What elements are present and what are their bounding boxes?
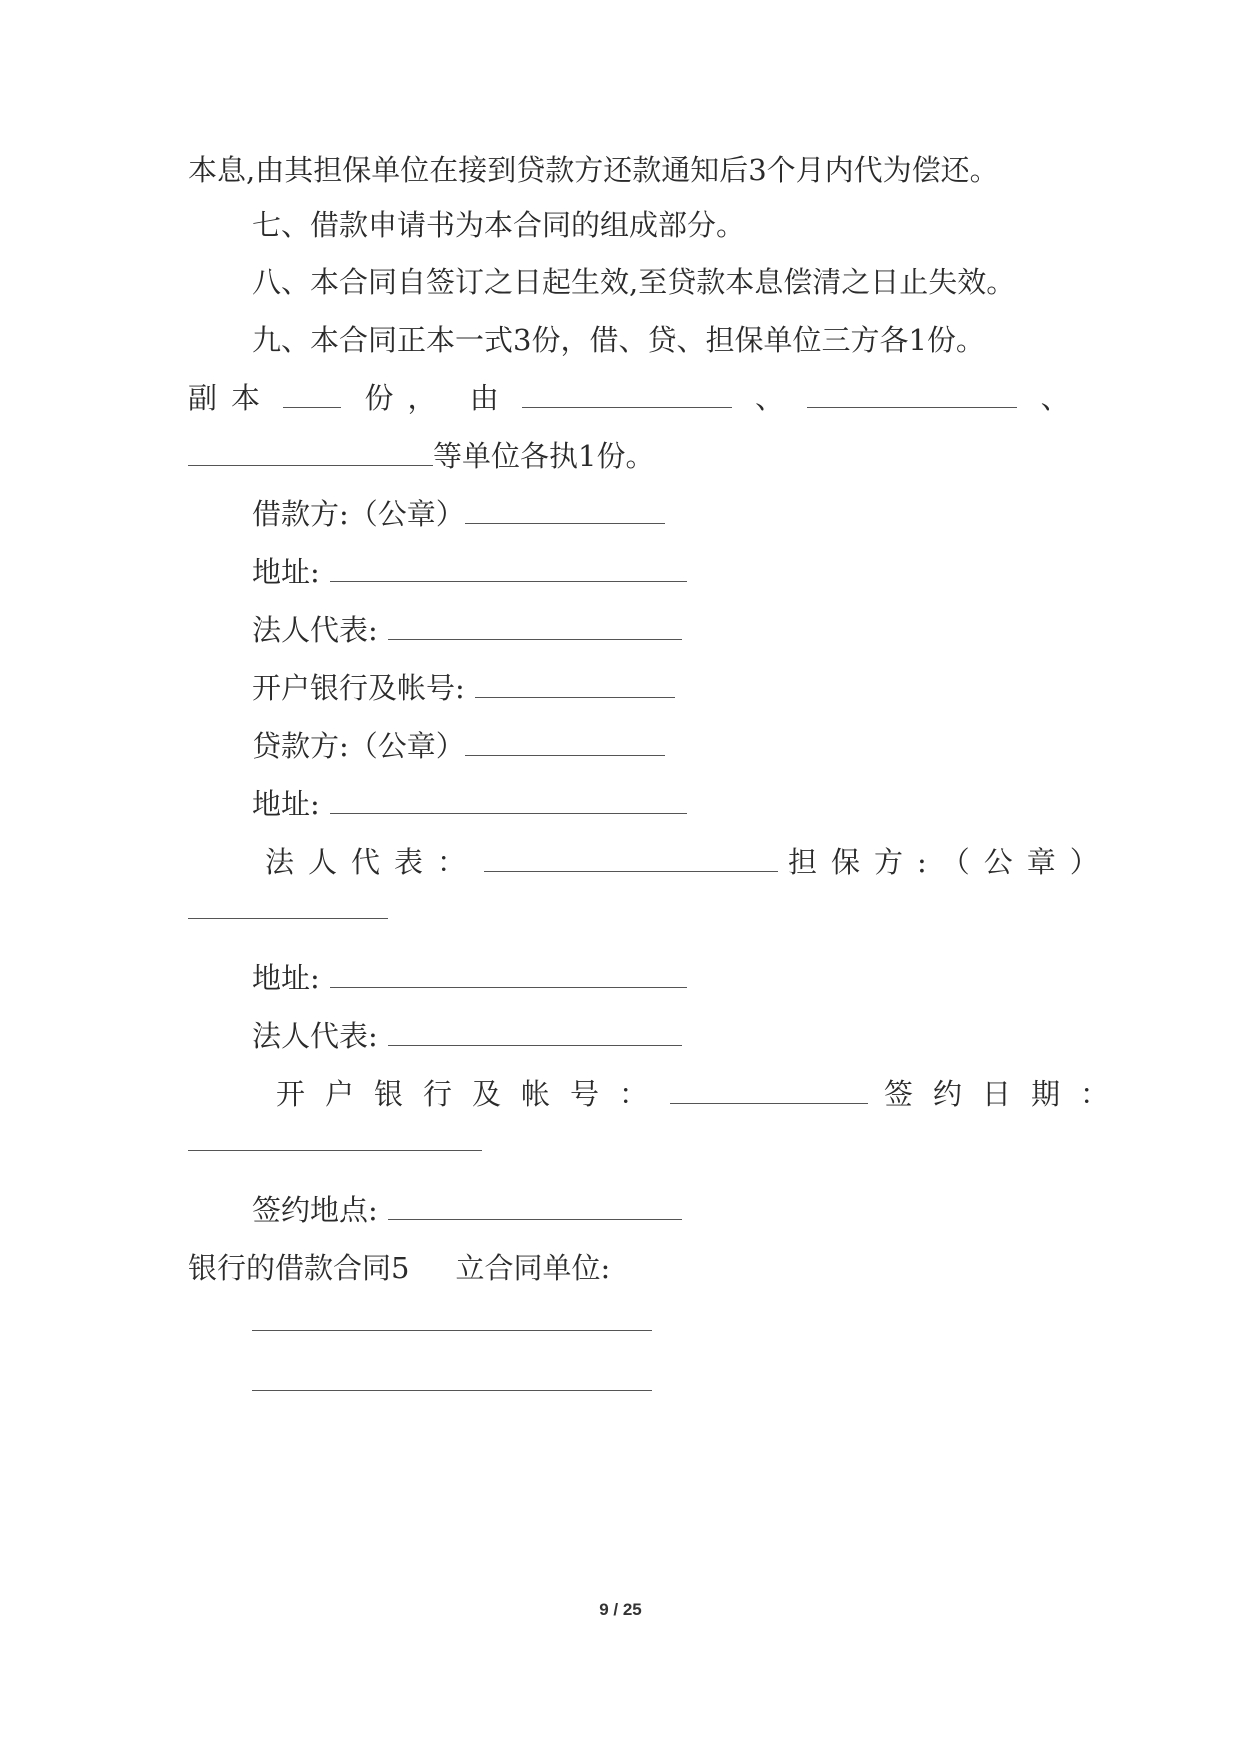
clause-eight: 八、本合同自签订之日起生效,至贷款本息偿清之日止失效。 [252, 265, 1016, 299]
clause-nine: 九、本合同正本一式3份，借、贷、担保单位三方各1份。 [252, 323, 985, 357]
copies-line-2 [188, 436, 654, 476]
copies-count-blank [283, 381, 341, 408]
borrower-address-line [252, 552, 687, 592]
copies-line [188, 378, 1070, 418]
bank-label: 开户银行及帐号： [276, 1077, 669, 1111]
address-label: 地址: [252, 555, 320, 589]
section-heading-line [188, 1248, 610, 1288]
address-label: 地址: [252, 787, 320, 821]
guarantor-rep-line [252, 1016, 682, 1056]
rep-blank [484, 845, 778, 872]
copies-unit: 份， [364, 381, 451, 415]
page-number: 9 / 25 [599, 1600, 642, 1619]
rep-label: 法人代表: [252, 613, 378, 647]
sign-date-blank [188, 1150, 482, 1151]
party-blank-1 [252, 1330, 652, 1331]
lender-blank [465, 729, 665, 756]
bank-label: 开户银行及帐号: [252, 671, 465, 705]
separator: 、 [1040, 381, 1070, 415]
rep-blank [388, 1019, 682, 1046]
borrower-blank [465, 497, 665, 524]
section-heading: 银行的借款合同5 [188, 1251, 410, 1285]
borrower-rep-line [252, 610, 682, 650]
bank-blank [475, 671, 675, 698]
borrower-line [252, 494, 665, 534]
separator: 、 [755, 381, 785, 415]
sign-place-line [252, 1190, 682, 1230]
address-blank [330, 961, 687, 988]
lender-address-line [252, 784, 687, 824]
lender-line [252, 726, 665, 766]
borrower-bank-line [252, 668, 675, 708]
guarantor-blank [188, 918, 388, 919]
sign-place-label: 签约地点: [252, 1193, 378, 1227]
lender-rep-guarantor-line [265, 842, 1113, 882]
bank-blank [670, 1077, 868, 1104]
copies-text: 等单位各执1份。 [433, 439, 655, 473]
address-blank [330, 555, 687, 582]
sign-date-label: 签约日期： [884, 1077, 1130, 1111]
party-blank-2 [252, 1390, 652, 1391]
copies-label: 副本 [188, 381, 275, 415]
paragraph-line: 本息,由其担保单位在接到贷款方还款通知后3个月内代为偿还。 [188, 153, 999, 187]
rep-label: 法人代表: [252, 1019, 378, 1053]
rep-blank [388, 613, 682, 640]
holder-blank-2 [807, 381, 1017, 408]
sign-place-blank [388, 1193, 682, 1220]
copies-by: 由 [469, 381, 513, 415]
borrower-label: 借款方:（公章） [252, 497, 465, 531]
clause-seven: 七、借款申请书为本合同的组成部分。 [252, 208, 746, 242]
address-label: 地址: [252, 961, 320, 995]
contract-parties-label: 立合同单位: [455, 1251, 611, 1285]
guarantor-bank-line [276, 1074, 1129, 1114]
holder-blank-1 [522, 381, 732, 408]
guarantor-address-line [252, 958, 687, 998]
address-blank [330, 787, 687, 814]
holder-blank-3 [188, 439, 433, 466]
lender-label: 贷款方:（公章） [252, 729, 465, 763]
rep-label: 法人代表： [265, 845, 481, 879]
guarantor-label: 担保方:（公章） [788, 845, 1113, 879]
